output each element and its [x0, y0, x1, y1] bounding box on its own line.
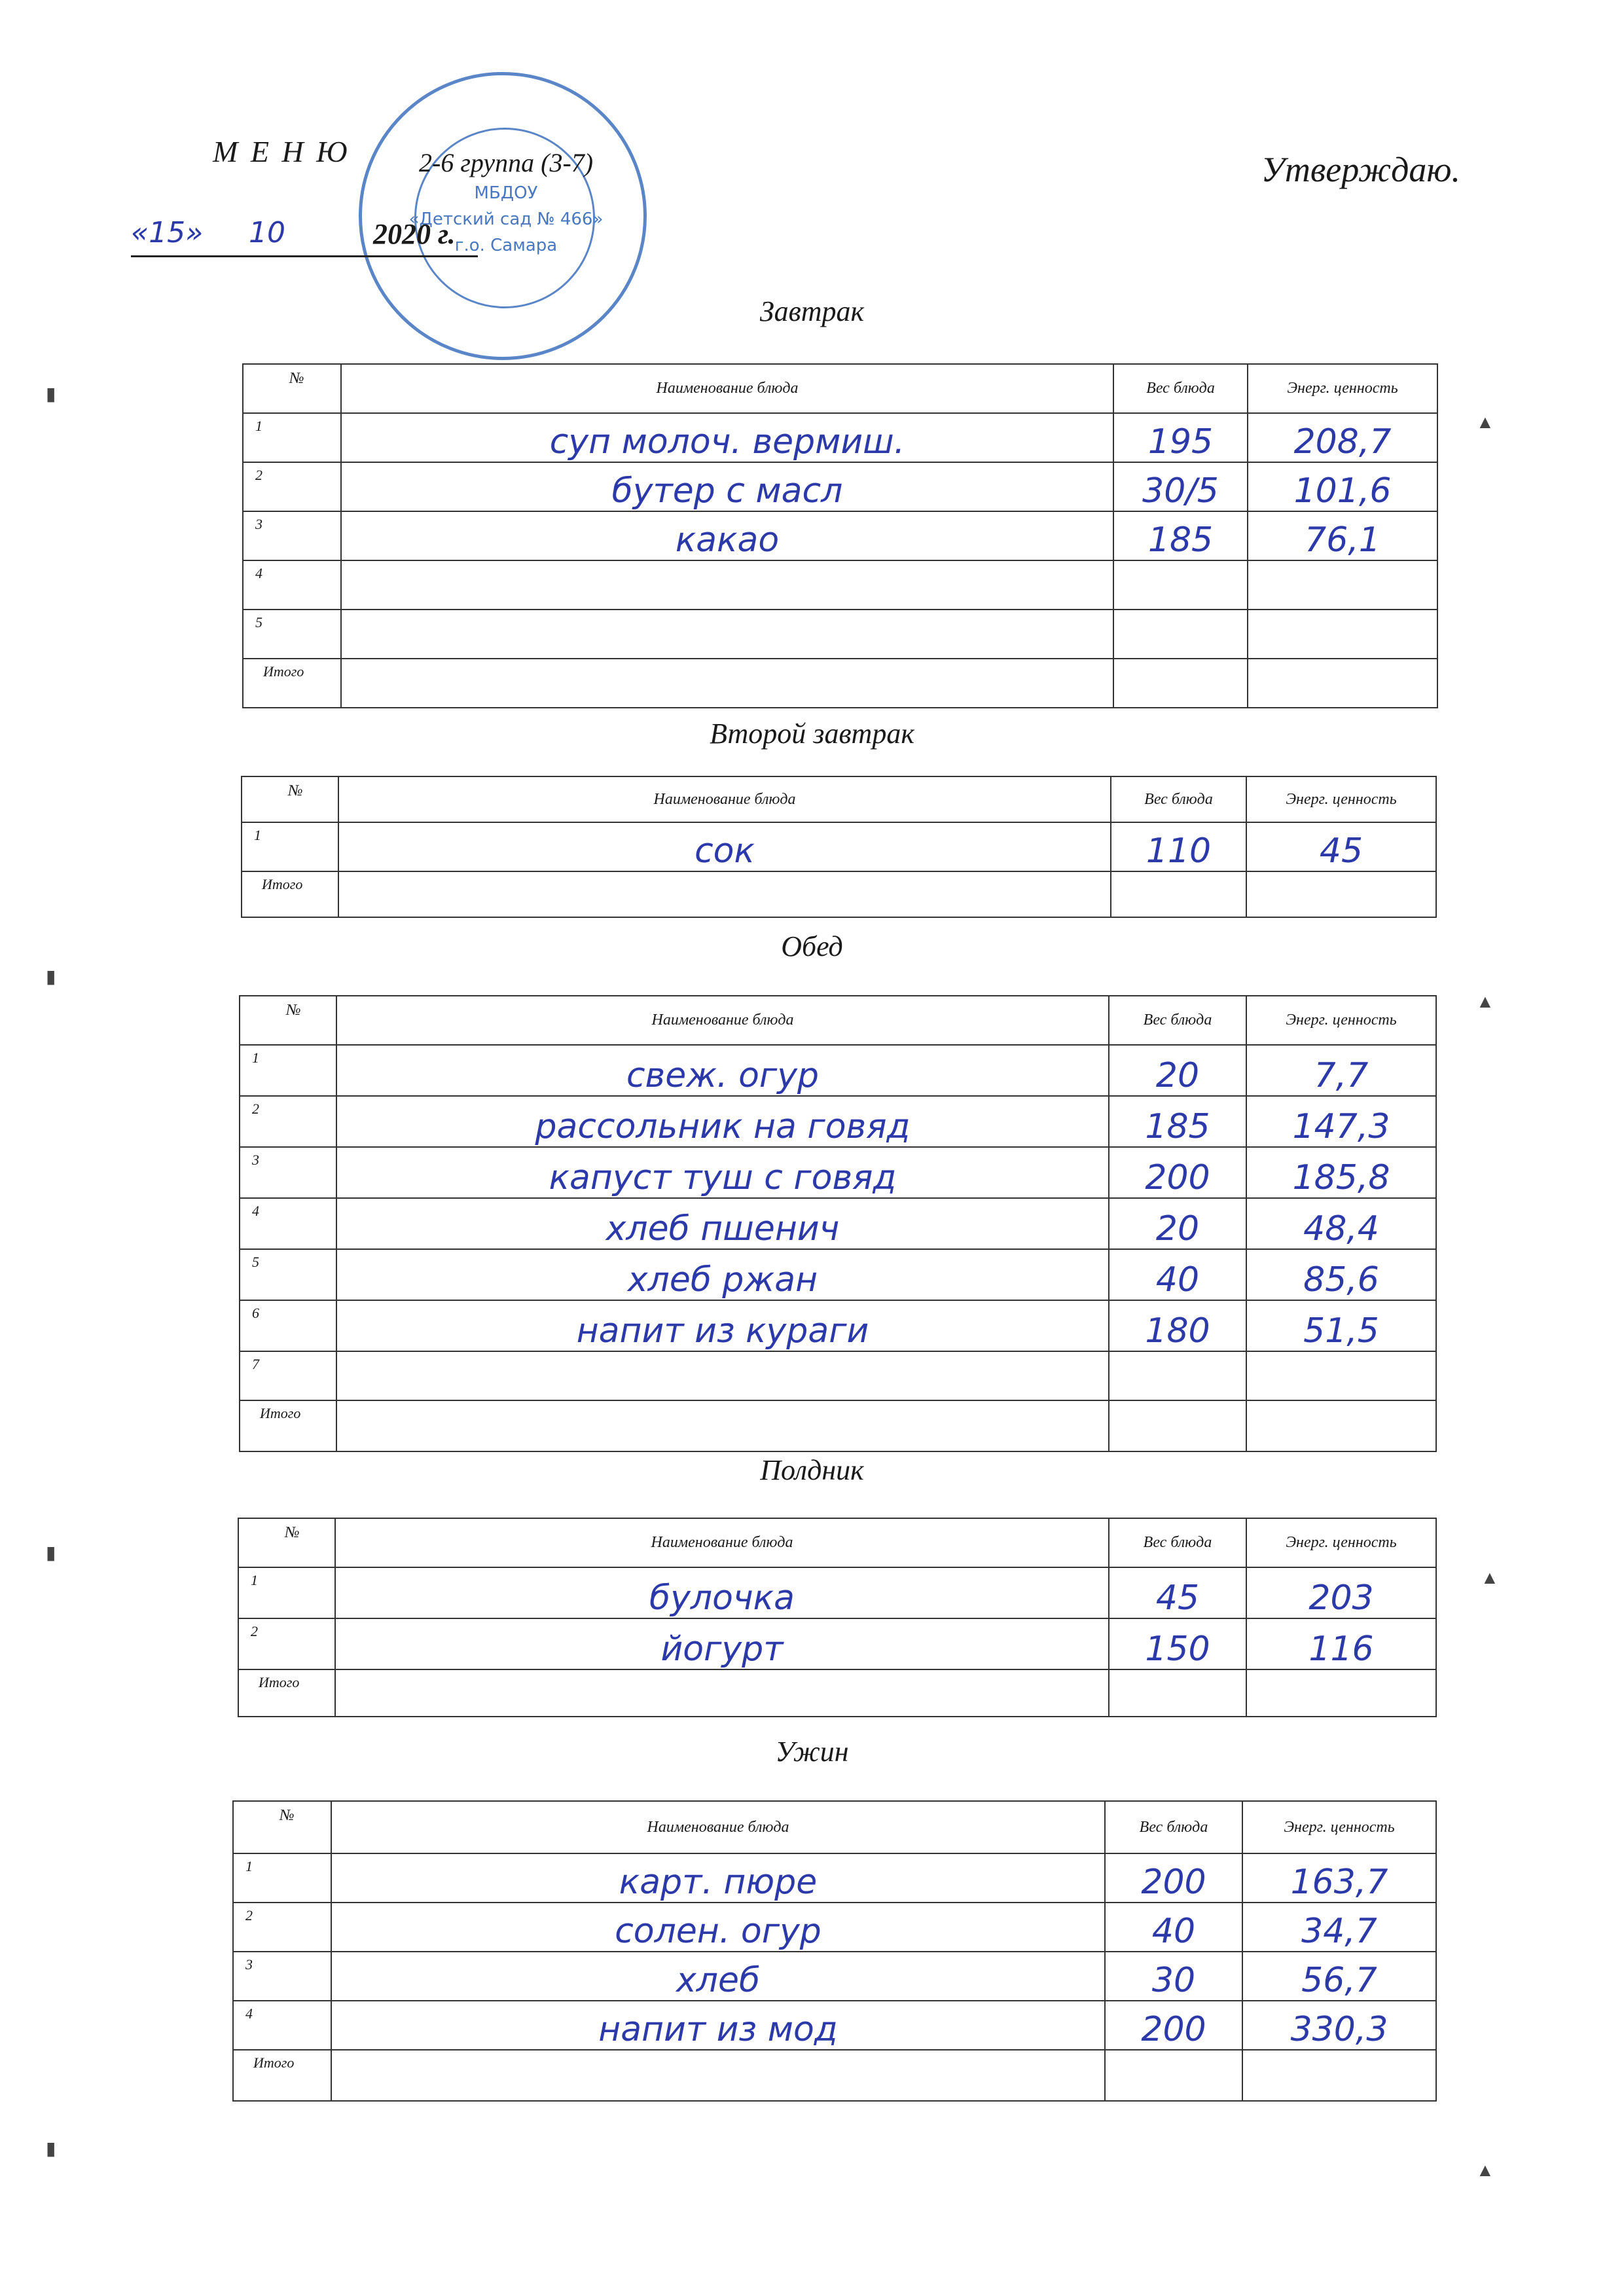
table-row	[238, 1618, 1436, 1669]
dish-weight: 180	[1109, 1300, 1246, 1351]
table-header-row	[243, 364, 1437, 413]
margin-mark: ▲	[1476, 412, 1494, 433]
col-num-header: №	[242, 776, 338, 822]
group-label: 2-6 группа (3-7)	[419, 148, 594, 177]
date-day: «15»	[131, 216, 204, 249]
table-row	[240, 1198, 1436, 1249]
table-row	[233, 2001, 1436, 2050]
dish-weight	[1109, 1351, 1246, 1400]
stamp-line-1: МБДОУ	[474, 183, 538, 203]
table-row	[240, 1147, 1436, 1198]
total-energy-cell	[1248, 659, 1437, 708]
col-weight-header: Вес блюда	[1109, 996, 1246, 1045]
col-name-header: Наименование блюда	[331, 1801, 1105, 1853]
row-num: 2	[233, 1903, 331, 1952]
dish-weight: 150	[1109, 1618, 1246, 1669]
dish-weight: 30	[1105, 1952, 1242, 2001]
row-num: 2	[243, 462, 341, 511]
dish-name: сок	[338, 822, 1111, 871]
dish-weight: 30/5	[1113, 462, 1248, 511]
dish-energy: 51,5	[1246, 1300, 1436, 1351]
total-weight-cell	[1113, 659, 1248, 708]
col-energy-header: Энерг. ценность	[1248, 364, 1437, 413]
total-energy-cell	[1246, 871, 1436, 917]
margin-mark: ▲	[1481, 1568, 1499, 1588]
row-num: 3	[243, 511, 341, 560]
col-energy-header: Энерг. ценность	[1246, 776, 1436, 822]
dish-weight: 185	[1113, 511, 1248, 560]
table-header-row	[233, 1801, 1436, 1853]
section-title-lunch: Обед	[781, 930, 843, 962]
dish-name: напит из кураги	[336, 1300, 1109, 1351]
dish-energy	[1248, 610, 1437, 659]
table-row	[240, 1300, 1436, 1351]
row-num: 4	[240, 1198, 336, 1249]
col-weight-header: Вес блюда	[1111, 776, 1246, 822]
col-weight-header: Вес блюда	[1109, 1518, 1246, 1567]
total-label: Итого	[238, 1669, 335, 1717]
dish-weight: 20	[1109, 1198, 1246, 1249]
dish-energy	[1246, 1351, 1436, 1400]
total-row	[242, 871, 1436, 917]
table-row	[243, 511, 1437, 560]
table-row	[233, 1853, 1436, 1903]
table-row	[240, 1096, 1436, 1147]
table-row	[233, 1952, 1436, 2001]
col-num-header: №	[233, 1801, 331, 1853]
dish-energy: 7,7	[1246, 1045, 1436, 1096]
table-row	[240, 1045, 1436, 1096]
margin-mark: ▮	[46, 1543, 56, 1563]
table-row	[242, 822, 1436, 871]
total-energy-cell	[1246, 1669, 1436, 1717]
dish-weight: 185	[1109, 1096, 1246, 1147]
total-energy-cell	[1242, 2050, 1436, 2101]
total-label: Итого	[243, 659, 341, 708]
row-num: 5	[243, 610, 341, 659]
dish-weight: 20	[1109, 1045, 1246, 1096]
dish-energy: 48,4	[1246, 1198, 1436, 1249]
dish-energy: 163,7	[1242, 1853, 1436, 1903]
total-name-cell	[341, 659, 1113, 708]
section-title-second-breakfast: Второй завтрак	[710, 718, 914, 750]
total-row	[233, 2050, 1436, 2101]
col-name-header: Наименование блюда	[338, 776, 1111, 822]
dish-name: хлеб	[331, 1952, 1105, 2001]
dish-name: бутер с масл	[341, 462, 1113, 511]
dish-energy: 56,7	[1242, 1952, 1436, 2001]
row-num: 2	[238, 1618, 335, 1669]
row-num: 4	[233, 2001, 331, 2050]
dish-energy: 208,7	[1248, 413, 1437, 462]
table-row	[238, 1567, 1436, 1618]
dish-name	[336, 1351, 1109, 1400]
row-num: 3	[233, 1952, 331, 2001]
margin-mark: ▲	[1476, 992, 1494, 1012]
dish-energy: 116	[1246, 1618, 1436, 1669]
row-num: 5	[240, 1249, 336, 1300]
dish-weight: 40	[1109, 1249, 1246, 1300]
dish-name: рассольник на говяд	[336, 1096, 1109, 1147]
dish-name	[341, 610, 1113, 659]
total-label: Итого	[233, 2050, 331, 2101]
row-num: 3	[240, 1147, 336, 1198]
table-row	[243, 413, 1437, 462]
dish-name: хлеб ржан	[336, 1249, 1109, 1300]
col-name-header: Наименование блюда	[336, 996, 1109, 1045]
col-energy-header: Энерг. ценность	[1246, 1518, 1436, 1567]
table-header-row	[238, 1518, 1436, 1567]
col-energy-header: Энерг. ценность	[1246, 996, 1436, 1045]
total-row	[243, 659, 1437, 708]
date-year: 2020 г.	[373, 218, 456, 250]
snack-table	[238, 1518, 1437, 1717]
total-name-cell	[331, 2050, 1105, 2101]
total-label: Итого	[242, 871, 338, 917]
dish-weight: 200	[1105, 2001, 1242, 2050]
section-title-dinner: Ужин	[775, 1736, 849, 1768]
row-num: 7	[240, 1351, 336, 1400]
dish-name: свеж. огур	[336, 1045, 1109, 1096]
margin-mark: ▮	[46, 384, 56, 405]
dish-weight	[1113, 560, 1248, 610]
col-name-header: Наименование блюда	[335, 1518, 1109, 1567]
table-row	[240, 1249, 1436, 1300]
table-row	[243, 462, 1437, 511]
total-weight-cell	[1111, 871, 1246, 917]
second-breakfast-table	[241, 776, 1437, 918]
total-weight-cell	[1105, 2050, 1242, 2101]
total-weight-cell	[1109, 1400, 1246, 1451]
total-energy-cell	[1246, 1400, 1436, 1451]
lunch-table	[239, 995, 1437, 1452]
total-name-cell	[338, 871, 1111, 917]
menu-title: М Е Н Ю	[213, 135, 350, 168]
dish-name: карт. пюре	[331, 1853, 1105, 1903]
dish-name: хлеб пшенич	[336, 1198, 1109, 1249]
dish-energy: 76,1	[1248, 511, 1437, 560]
table-row	[233, 1903, 1436, 1952]
col-weight-header: Вес блюда	[1113, 364, 1248, 413]
total-label: Итого	[240, 1400, 336, 1451]
col-num-header: №	[240, 996, 336, 1045]
dish-energy: 203	[1246, 1567, 1436, 1618]
col-weight-header: Вес блюда	[1105, 1801, 1242, 1853]
dish-weight: 195	[1113, 413, 1248, 462]
stamp-line-2: «Детский сад № 466»	[408, 210, 604, 229]
row-num: 1	[240, 1045, 336, 1096]
total-name-cell	[335, 1669, 1109, 1717]
dish-energy: 330,3	[1242, 2001, 1436, 2050]
row-num: 1	[243, 413, 341, 462]
row-num: 1	[238, 1567, 335, 1618]
dish-name: капуст туш с говяд	[336, 1147, 1109, 1198]
date-month: 10	[249, 216, 285, 249]
row-num: 1	[242, 822, 338, 871]
section-title-snack: Полдник	[760, 1454, 864, 1486]
col-num-header: №	[243, 364, 341, 413]
dinner-table	[232, 1800, 1437, 2102]
dish-energy: 185,8	[1246, 1147, 1436, 1198]
dish-energy: 34,7	[1242, 1903, 1436, 1952]
total-row	[238, 1669, 1436, 1717]
margin-mark: ▮	[46, 2139, 56, 2159]
total-row	[240, 1400, 1436, 1451]
approve-label: Утверждаю.	[1261, 150, 1460, 189]
dish-weight: 200	[1109, 1147, 1246, 1198]
total-name-cell	[336, 1400, 1109, 1451]
date-line	[131, 216, 478, 257]
dish-energy: 101,6	[1248, 462, 1437, 511]
table-row	[240, 1351, 1436, 1400]
table-row	[243, 560, 1437, 610]
dish-name: булочка	[335, 1567, 1109, 1618]
stamp-line-3: г.о. Самара	[454, 236, 558, 255]
dish-weight: 40	[1105, 1903, 1242, 1952]
dish-energy	[1248, 560, 1437, 610]
section-title-breakfast: Завтрак	[759, 295, 865, 327]
col-name-header: Наименование блюда	[341, 364, 1113, 413]
dish-weight: 200	[1105, 1853, 1242, 1903]
margin-mark: ▮	[46, 967, 56, 987]
dish-energy: 147,3	[1246, 1096, 1436, 1147]
col-energy-header: Энерг. ценность	[1242, 1801, 1436, 1853]
dish-name	[341, 560, 1113, 610]
dish-weight	[1113, 610, 1248, 659]
dish-weight: 45	[1109, 1567, 1246, 1618]
table-row	[243, 610, 1437, 659]
row-num: 1	[233, 1853, 331, 1903]
dish-energy: 45	[1246, 822, 1436, 871]
dish-weight: 110	[1111, 822, 1246, 871]
breakfast-table	[242, 363, 1438, 708]
row-num: 6	[240, 1300, 336, 1351]
margin-mark: ▲	[1476, 2160, 1494, 2181]
dish-name: напит из мод	[331, 2001, 1105, 2050]
dish-name: суп молоч. вермиш.	[341, 413, 1113, 462]
dish-name: какао	[341, 511, 1113, 560]
dish-name: солен. огур	[331, 1903, 1105, 1952]
col-num-header: №	[238, 1518, 335, 1567]
total-weight-cell	[1109, 1669, 1246, 1717]
table-header-row	[242, 776, 1436, 822]
table-header-row	[240, 996, 1436, 1045]
row-num: 2	[240, 1096, 336, 1147]
dish-name: йогурт	[335, 1618, 1109, 1669]
dish-energy: 85,6	[1246, 1249, 1436, 1300]
row-num: 4	[243, 560, 341, 610]
